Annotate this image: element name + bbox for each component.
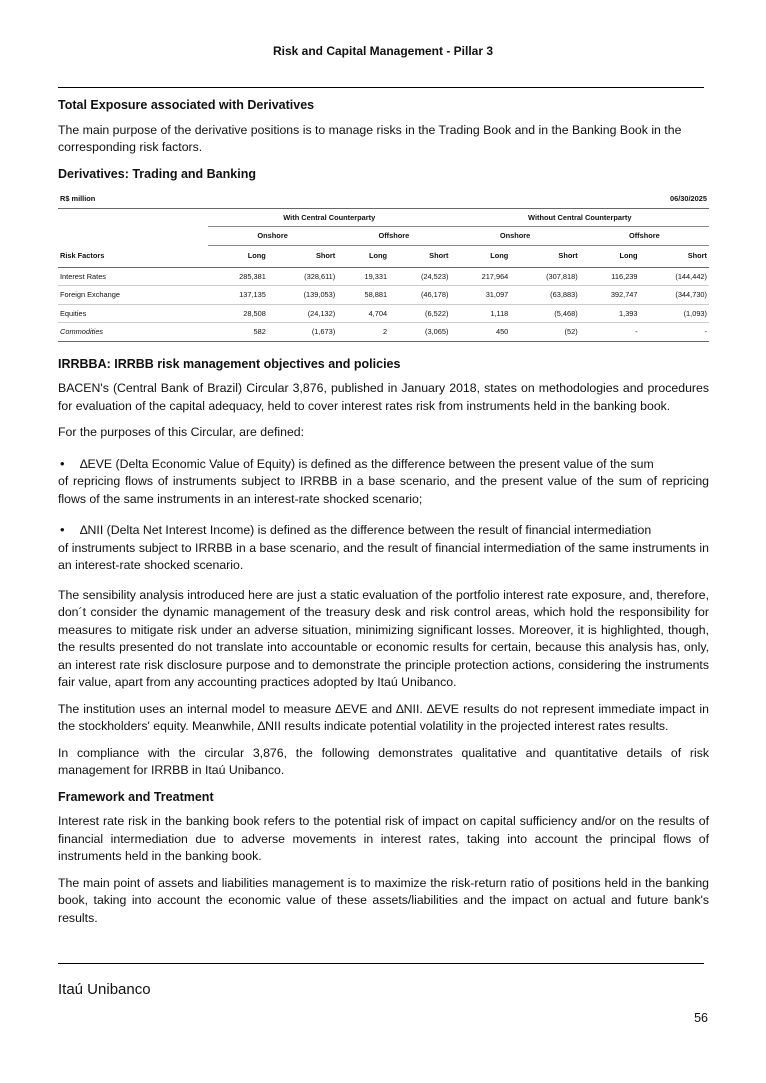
row-label: Equities <box>58 304 208 323</box>
section-heading-framework: Framework and Treatment <box>58 789 214 804</box>
row-label: Interest Rates <box>58 267 208 286</box>
paragraph-assets-liabilities: The main point of assets and liabilities management is to maximize the risk-return ratio of positions held in the banking book, taking into account the economic value of these assets/liabilities and the impact on actual and future bank's results. <box>58 875 709 925</box>
column-long: Long <box>580 245 640 267</box>
cell-value: (1,093) <box>640 304 709 323</box>
row-label: Foreign Exchange <box>58 286 208 305</box>
table-group-row <box>58 208 709 227</box>
bullet-delta-nii <box>58 522 709 575</box>
cell-value: 285,381 <box>208 267 268 286</box>
cell-value: - <box>640 323 709 342</box>
group-without-central-counterparty: Without Central Counterparty <box>450 208 709 227</box>
paragraph-sensibility-analysis: The sensibility analysis introduced here are just a static evaluation of the portfolio interest rate exposure, and, therefore, don´t consider the dynamic management of the treasury desk and risk control areas, which hold the responsibility for measures to mitigate risk under an adverse situation, minimizing significant losses. Moreover, it is highlighted, though, the results presented do not translate into accountable or economic results for certain, because this analysis has, only, an interest rate risk disclosure purpose and to demonstrate the principle protection actions, considering the instruments fair value, apart from any accounting practices adopted by Itaú Unibanco. <box>58 587 709 689</box>
cell-value: (144,442) <box>640 267 709 286</box>
cell-value: 392,747 <box>580 286 640 305</box>
cell-value: 137,135 <box>208 286 268 305</box>
cell-value: (24,132) <box>268 304 337 323</box>
column-short: Short <box>640 245 709 267</box>
cell-value: (5,468) <box>510 304 579 323</box>
cell-value: 116,239 <box>580 267 640 286</box>
group-with-central-counterparty: With Central Counterparty <box>208 208 450 227</box>
row-label: Commodities <box>58 323 208 342</box>
bullet-dot-icon: • <box>60 455 65 471</box>
page-header-title: Risk and Capital Management - Pillar 3 <box>272 44 494 58</box>
page-number: 56 <box>694 1011 708 1025</box>
table-subgroup-row <box>58 227 709 246</box>
subgroup-onshore: Onshore <box>208 227 337 246</box>
cell-value: (6,522) <box>389 304 450 323</box>
column-short: Short <box>389 245 450 267</box>
cell-value: (344,730) <box>640 286 709 305</box>
paragraph-interest-rate-risk: Interest rate risk in the banking book refers to the potential risk of impact on capital sufficiency and/or on the results of financial intermediation due to adverse movements in interest rates, taking into account the principal flows of instruments held in the banking book. <box>58 814 709 863</box>
paragraph-derivatives-purpose: The main purpose of the derivative positions is to manage risks in the Trading Book and in the Banking Book in the corresponding risk factors. <box>58 122 682 154</box>
footer-divider <box>58 963 704 964</box>
bullet-delta-eve-first-line: ∆EVE (Delta Economic Value of Equity) is defined as the difference between the present value of the sum <box>80 456 654 471</box>
table-row <box>58 304 709 323</box>
column-risk-factors: Risk Factors <box>58 245 208 267</box>
cell-value: (3,065) <box>389 323 450 342</box>
cell-value: 28,508 <box>208 304 268 323</box>
cell-value: (139,053) <box>268 286 337 305</box>
cell-value: (307,818) <box>510 267 579 286</box>
table-row <box>58 323 709 342</box>
table-column-header-row <box>58 245 709 267</box>
cell-value: (1,673) <box>268 323 337 342</box>
section-heading-irrbba: IRRBBA: IRRBB risk management objectives and policies <box>58 356 401 371</box>
column-long: Long <box>337 245 389 267</box>
bullet-delta-eve <box>58 456 709 509</box>
cell-value: 31,097 <box>450 286 510 305</box>
cell-value: (46,178) <box>389 286 450 305</box>
cell-value: - <box>580 323 640 342</box>
cell-value: 450 <box>450 323 510 342</box>
paragraph-internal-model: The institution uses an internal model to measure ∆EVE and ∆NII. ∆EVE results do not represent immediate impact in the stockholders' equity. Meanwhile, ∆NII results indicate potential volatility in the projected interest rates results. <box>58 701 709 733</box>
section-heading-derivatives: Derivatives: Trading and Banking <box>58 166 256 181</box>
cell-value: 1,118 <box>450 304 510 323</box>
cell-value: 58,881 <box>337 286 389 305</box>
cell-value: 582 <box>208 323 268 342</box>
column-short: Short <box>510 245 579 267</box>
column-long: Long <box>450 245 510 267</box>
bullet-dot-icon: • <box>60 522 65 537</box>
table-row <box>58 267 709 286</box>
subgroup-offshore: Offshore <box>337 227 450 246</box>
cell-value: 2 <box>337 323 389 342</box>
subgroup-offshore: Offshore <box>580 227 709 246</box>
bullet-delta-nii-first-line: ∆NII (Delta Net Interest Income) is defined as the difference between the result of financial intermediation <box>80 523 652 537</box>
cell-value: (63,883) <box>510 286 579 305</box>
paragraph-bacen-circular: BACEN's (Central Bank of Brazil) Circular 3,876, published in January 2018, states on methodologies and procedures for evaluation of the capital adequacy, held to cover interest rates risk from instruments held in the banking book. <box>58 381 709 413</box>
table-row <box>58 286 709 305</box>
table-unit: R$ million <box>58 190 208 208</box>
subgroup-onshore: Onshore <box>450 227 579 246</box>
bullet-delta-eve-rest: of repricing flows of instruments subject to IRRBB in a base scenario, and the present value of the sum of repricing flows of the same instruments in an interest-rate shocked scenario; <box>58 474 709 506</box>
paragraph-definitions-intro: For the purposes of this Circular, are defined: <box>58 425 305 439</box>
cell-value: 19,331 <box>337 267 389 286</box>
cell-value: 1,393 <box>580 304 640 323</box>
section-heading-total-exposure: Total Exposure associated with Derivatives <box>58 98 315 112</box>
column-long: Long <box>208 245 268 267</box>
bullet-delta-nii-rest: of instruments subject to IRRBB in a base scenario, and the result of financial intermediation of the same instruments in an interest-rate shocked scenario. <box>58 540 709 572</box>
cell-value: 217,964 <box>450 267 510 286</box>
footer-company-name: Itaú Unibanco <box>58 981 151 998</box>
cell-value: 4,704 <box>337 304 389 323</box>
paragraph-compliance: In compliance with the circular 3,876, the following demonstrates qualitative and quantitative details of risk management for IRRBB in Itaú Unibanco. <box>58 745 709 777</box>
cell-value: (328,611) <box>268 267 337 286</box>
cell-value: (24,523) <box>389 267 450 286</box>
header-divider <box>58 87 704 88</box>
table-date: 06/30/2025 <box>208 190 709 208</box>
column-short: Short <box>268 245 337 267</box>
table-header-row <box>58 190 709 208</box>
cell-value: (52) <box>510 323 579 342</box>
page-content <box>58 97 709 936</box>
derivatives-table <box>58 190 709 342</box>
